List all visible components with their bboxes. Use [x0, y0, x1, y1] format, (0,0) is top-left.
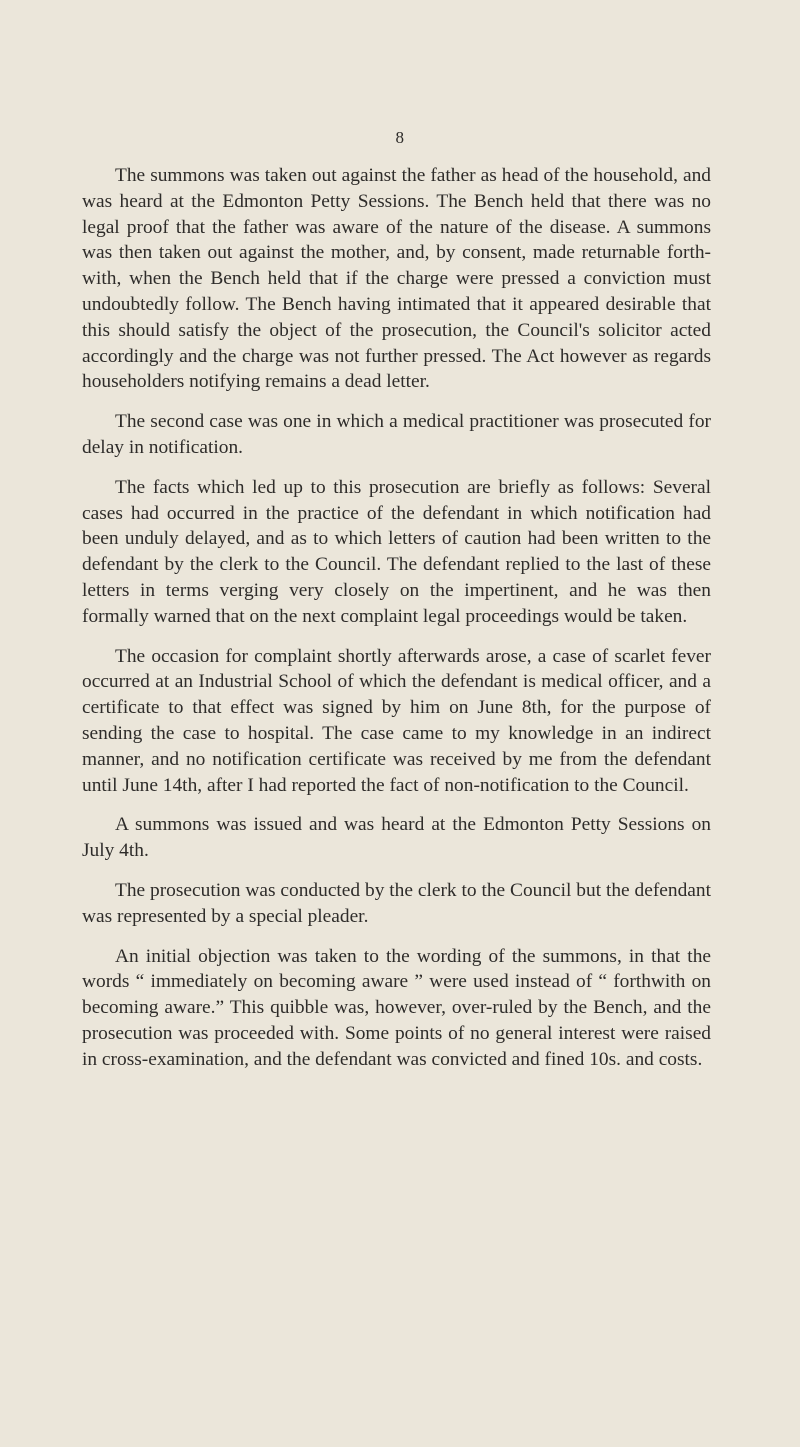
paragraph-1: The summons was taken out against the father as head of the household, and was heard at the Edmonton Petty Sessions. The Bench held that there was no legal proof that the father was aware of the nature of the disease. A summons was then taken out against the mother, and, by consent, made returnable forthwith, when the Bench held that if the charge were pressed a conviction must undoubtedly follow. The Bench having intimated that it appeared desirable that this should satisfy the object of the prosecution, the Council's solicitor acted accordingly and the charge was not further pressed. The Act however as regards householders notifying remains a dead letter.: [82, 165, 711, 393]
paragraph-4: The occasion for complaint shortly afterwards arose, a case of scarlet fever occurred at an Industrial School of which the defendant is medical officer, and a certificate to that effect was signed by him on June 8th, for the purpose of sending the case to hospital. The case came to my knowledge in an indirect manner, and no notification certificate was received by me from the defendant until June 14th, after I had reported the fact of non-notification to the Council.: [82, 645, 711, 796]
paragraph-5: A summons was issued and was heard at the Edmonton Petty Sessions on July 4th.: [82, 814, 711, 862]
paragraph-3: The facts which led up to this prosecution are briefly as follows: Several cases had occurred in the practice of the defendant in which notification had been unduly delayed, and as to which letters of caution had been written to the defendant by the clerk to the Council. The defendant replied to the last of these letters in terms verging very closely on the impertinent, and he was then formally warned that on the next complaint legal proceedings would be taken.: [82, 476, 711, 627]
page-number: 8: [395, 128, 405, 147]
body-text: [82, 163, 711, 1087]
paragraph-7: An initial objection was taken to the wording of the summons, in that the words “ immediately on becoming aware ” were used instead of “ forthwith on becoming aware.” This quibble was, however, over-ruled by the Bench, and the prosecution was proceeded with. Some points of no general interest were raised in cross-examination, and the defendant was convicted and fined 10s. and costs.: [82, 945, 711, 1070]
paragraph-6: The prosecution was conducted by the clerk to the Council but the defendant was represented by a special pleader.: [82, 879, 711, 927]
paragraph-2: The second case was one in which a medical practitioner was prosecuted for delay in notification.: [82, 411, 711, 458]
